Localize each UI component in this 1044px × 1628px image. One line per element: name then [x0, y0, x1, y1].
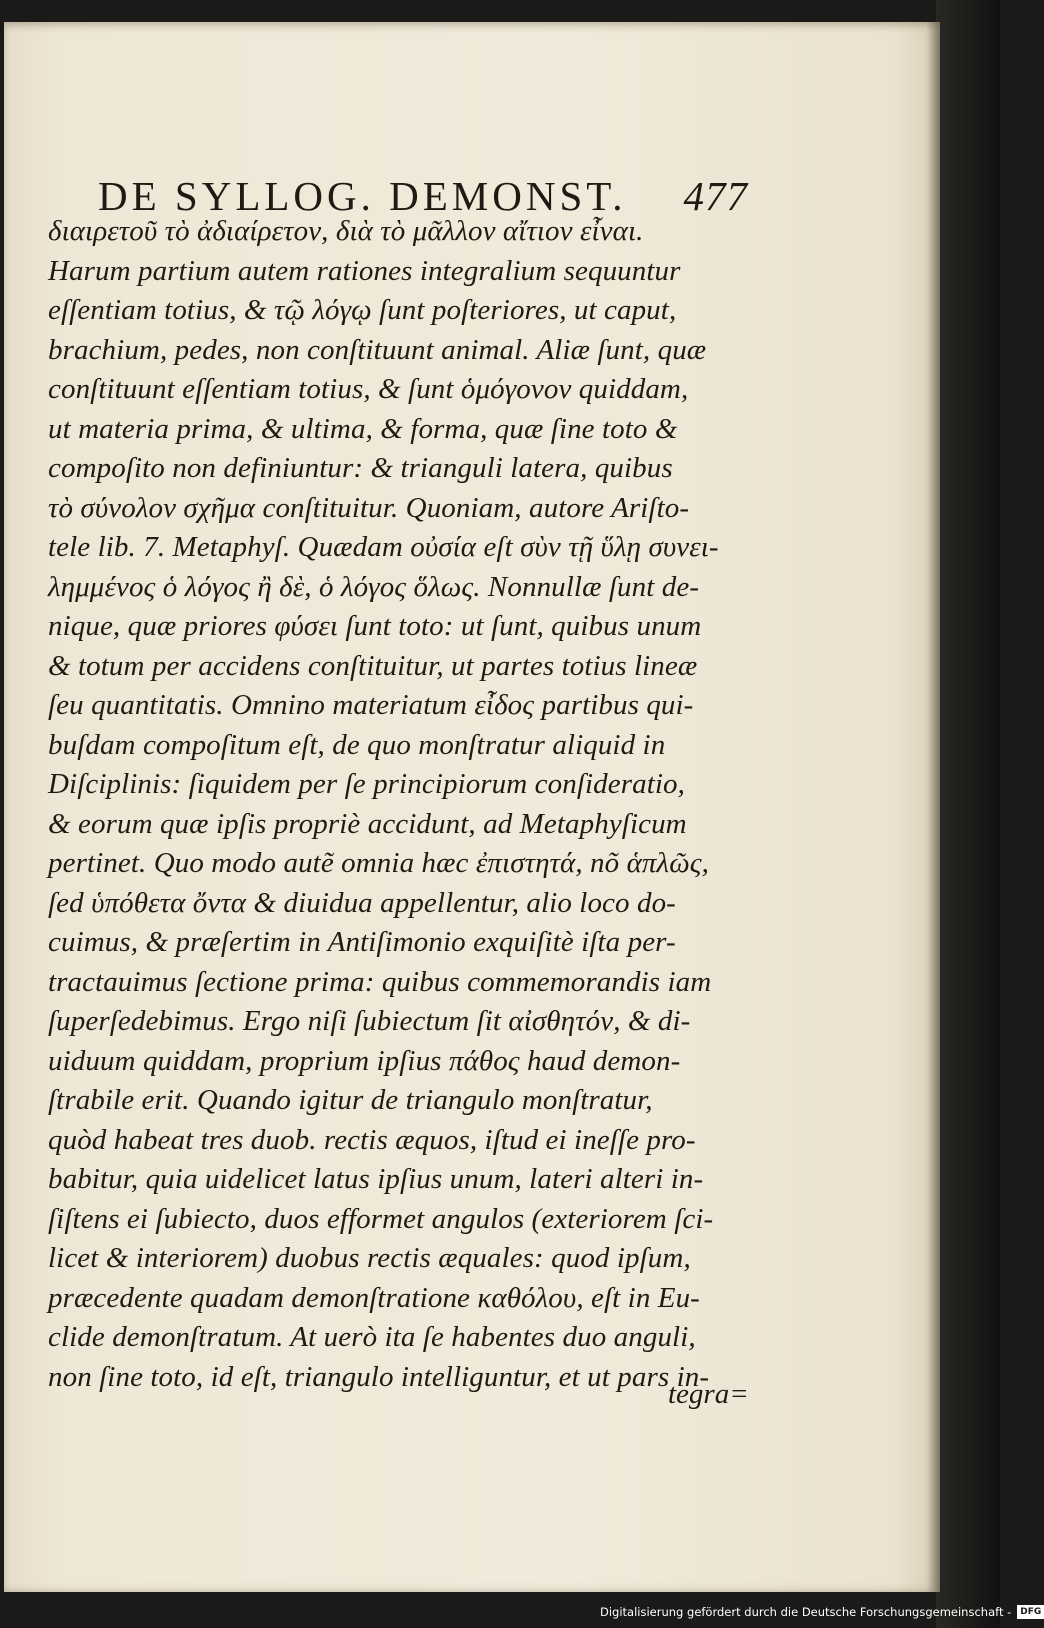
running-head: DE SYLLOG. DEMONST.: [98, 173, 627, 219]
text-line: διαιρετοῦ τὸ ἀδιαίρετον, διὰ τὸ μᾶλλον αἴτιον εἶναι.: [48, 215, 644, 247]
text-line: conſtituunt eſſentiam totius, & ſunt ὁμόγονον quiddam,: [48, 373, 689, 405]
text-line: ſiſtens ei ſubiecto, duos efformet angulos (exteriorem ſci-: [48, 1202, 714, 1235]
dfg-logo-icon: DFG: [1017, 1605, 1044, 1619]
text-line: ſtrabile erit. Quando igitur de triangulo monſtratur,: [48, 1084, 653, 1116]
text-line: Harum partium autem rationes integralium sequuntur: [48, 254, 681, 287]
book-edge-shadow: [936, 0, 1000, 1628]
text-line: ſeu quantitatis. Omnino materiatum εἶδος partibus qui-: [48, 689, 694, 721]
text-line: pertinet. Quo modo autẽ omnia hæc ἐπιστητά, nõ ἁπλῶς,: [48, 847, 710, 879]
text-line: λημμένος ὁ λόγος ἢ δὲ, ὁ λόγος ὅλως. Nonnullæ ſunt de-: [48, 570, 700, 603]
text-line: ut materia prima, & ultima, & forma, quæ ſine toto &: [48, 412, 678, 445]
text-line: & eorum quæ ipſis propriè accidunt, ad Metaphyſicum: [48, 807, 687, 840]
text-line: licet & interiorem) duobus rectis æquales: quod ipſum,: [48, 1242, 691, 1274]
text-line: τὸ σύνολον σχῆμα conſtituitur. Quoniam, autore Ariſto-: [48, 491, 690, 524]
text-line: brachium, pedes, non conſtituunt animal. Aliæ ſunt, quæ: [48, 333, 707, 366]
text-line: eſſentiam totius, & τῷ λόγῳ ſunt poſteriores, ut caput,: [48, 294, 677, 326]
text-line: ſuperſedebimus. Ergo niſi ſubiectum ſit αἰσθητόν, & di-: [48, 1005, 691, 1037]
text-line: uiduum quiddam, proprium ipſius πάθος haud demon-: [48, 1044, 681, 1077]
catchword: tegra=: [668, 1378, 749, 1410]
footer-credit: Digitalisierung gefördert durch die Deutsche Forschungsgemeinschaft -: [600, 1605, 1012, 1619]
text-line: cuimus, & præſertim in Antiſimonio exquiſitè iſta per-: [48, 926, 676, 958]
text-line: nique, quæ priores φύσει ſunt toto: ut ſunt, quibus unum: [48, 610, 702, 642]
text-line: Diſciplinis: ſiquidem per ſe principiorum conſideratio,: [48, 768, 685, 800]
text-line: clide demonſtratum. At uerò ita ſe habentes duo anguli,: [48, 1321, 696, 1353]
book-page: [4, 22, 940, 1592]
text-line: ſed ὑπόθετα ὄντα & diuidua appellentur, alio loco do-: [48, 886, 676, 919]
text-line: compoſito non definiuntur: & trianguli latera, quibus: [48, 452, 673, 484]
page-number: 477: [683, 173, 748, 219]
text-line: præcedente quadam demonſtratione καθόλου, eſt in Eu-: [48, 1281, 700, 1314]
body-text: [48, 212, 768, 1397]
text-line: tele lib. 7. Metaphyſ. Quædam οὐσία eſt σὺν τῇ ὕλῃ συνει-: [48, 531, 719, 563]
text-line: non ſine toto, id eſt, triangulo intelliguntur, et ut pars in-: [48, 1360, 710, 1393]
text-line: tractauimus ſectione prima: quibus commemorandis iam: [48, 965, 712, 998]
text-line: buſdam compoſitum eſt, de quo monſtratur aliquid in: [48, 728, 666, 761]
digitization-footer: [600, 1602, 1044, 1622]
text-line: & totum per accidens conſtituitur, ut partes totius lineæ: [48, 649, 698, 682]
text-line: quòd habeat tres duob. rectis æquos, iſtud ei ineſſe pro-: [48, 1123, 696, 1156]
text-line: babitur, quia uidelicet latus ipſius unum, lateri alteri in-: [48, 1163, 704, 1195]
